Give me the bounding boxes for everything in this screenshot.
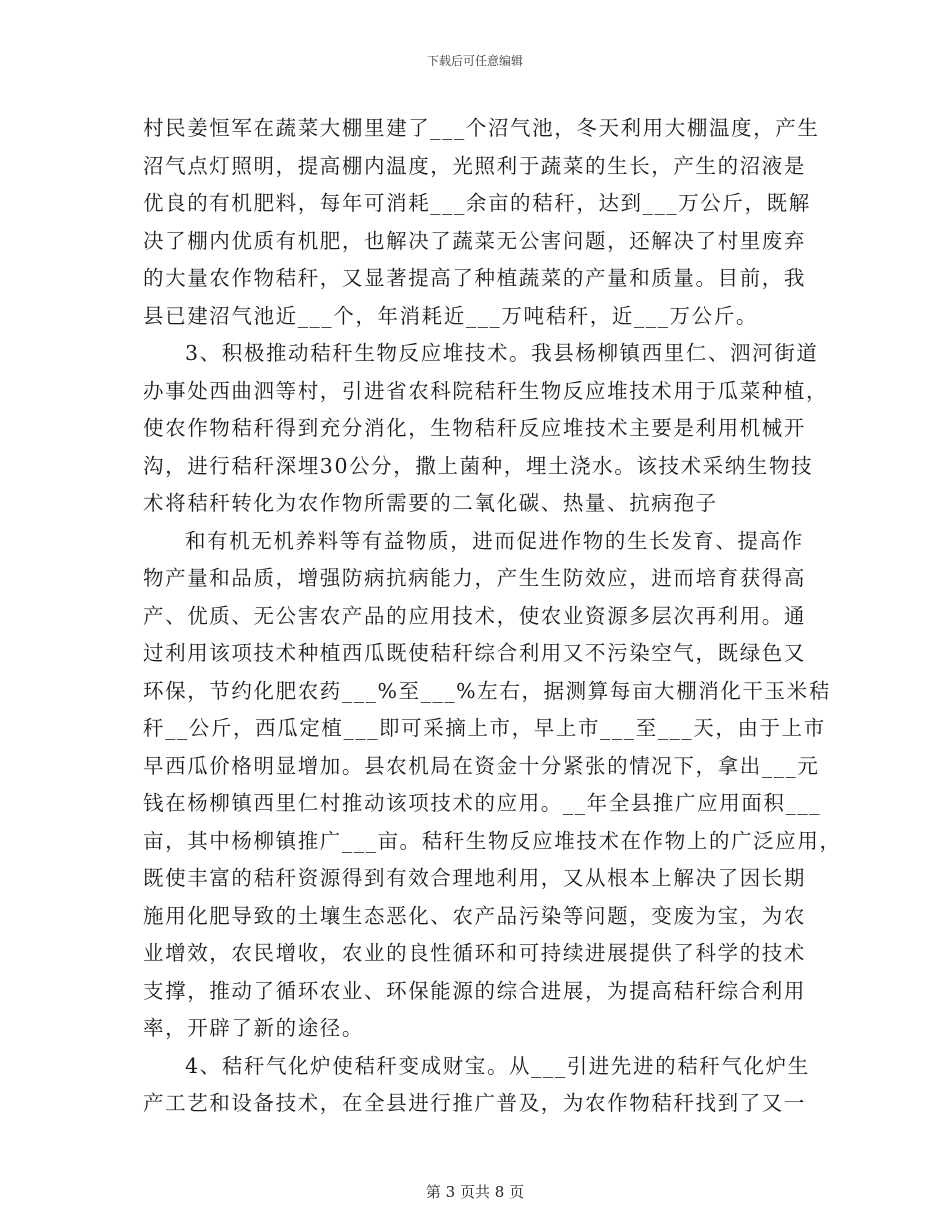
body-line: 产、优质、无公害农产品的应用技术，使农业资源多层次再利用。通 bbox=[143, 603, 806, 628]
body-line: 钱在杨柳镇西里仁村推动该项技术的应用。__年全县推广应用面积___ bbox=[143, 791, 822, 815]
body-line: 办事处西曲泗等村，引进省农科院秸秆生物反应堆技术用于瓜菜种植， bbox=[143, 378, 829, 403]
body-line: 决了棚内优质有机肥，也解决了蔬菜无公害问题，还解决了村里废弃 bbox=[143, 228, 806, 253]
body-line: 村民姜恒军在蔬菜大棚里建了___个沼气池，冬天利用大棚温度，产生 bbox=[143, 116, 820, 140]
body-line: 使农作物秸秆得到充分消化，生物秸秆反应堆技术主要是利用机械开 bbox=[143, 416, 806, 440]
page-number: 第 3 页共 8 页 bbox=[425, 1183, 525, 1201]
body-line: 秆__公斤，西瓜定植___即可采摘上市，早上市___至___天，由于上市 bbox=[143, 716, 826, 740]
body-line: 支撑，推动了循环农业、环保能源的综合进展，为提高秸秆综合利用 bbox=[143, 978, 806, 1003]
body-line: 和有机无机养料等有益物质，进而促进作物的生长发育、提高作 bbox=[185, 528, 804, 553]
body-line: 的大量农作物秸秆，又显著提高了种植蔬菜的产量和质量。目前，我 bbox=[143, 266, 806, 290]
body-line: 4、秸秆气化炉使秸秆变成财宝。从___引进先进的秸秆气化炉生 bbox=[185, 1053, 810, 1078]
body-line: 县已建沼气池近___个，年消耗近___万吨秸秆，近___万公斤。 bbox=[143, 303, 758, 328]
body-line: 过利用该项技术种植西瓜既使秸秆综合利用又不污染空气，既绿色又 bbox=[143, 641, 806, 665]
body-line: 业增效，农民增收，农业的良性循环和可持续进展提供了科学的技术 bbox=[143, 941, 806, 965]
body-line: 率，开辟了新的途径。 bbox=[143, 1016, 364, 1040]
body-line: 优良的有机肥料，每年可消耗___余亩的秸秆，达到___万公斤，既解 bbox=[143, 191, 811, 215]
body-line: 3、积极推动秸秆生物反应堆技术。我县杨柳镇西里仁、泗河街道 bbox=[185, 341, 819, 365]
body-line: 早西瓜价格明显增加。县农机局在资金十分紧张的情况下，拿出___元 bbox=[143, 753, 820, 778]
body-line: 沼气点灯照明，提高棚内温度，光照利于蔬菜的生长，产生的沼液是 bbox=[143, 153, 806, 178]
body-line: 沟，进行秸秆深埋30公分，撒上菌种，埋土浇水。该技术采纳生物技 bbox=[143, 453, 814, 478]
body-line: 环保，节约化肥农药___%至___%左右，据测算每亩大棚消化干玉米秸 bbox=[143, 678, 831, 703]
body-line: 产工艺和设备技术，在全县进行推广普及，为农作物秸秆找到了又一 bbox=[143, 1091, 806, 1115]
body-line: 亩，其中杨柳镇推广___亩。秸秆生物反应堆技术在作物上的广泛应用， bbox=[143, 828, 842, 853]
body-line: 既使丰富的秸秆资源得到有效合理地利用，又从根本上解决了因长期 bbox=[143, 866, 806, 890]
document-body bbox=[143, 110, 842, 1123]
body-line: 物产量和品质，增强防病抗病能力，产生生防效应，进而培育获得高 bbox=[143, 566, 806, 590]
page-header: 下载后可任意编辑 bbox=[426, 54, 523, 68]
body-line: 术将秸秆转化为农作物所需要的二氧化碳、热量、抗病孢子 bbox=[143, 491, 718, 515]
body-line: 施用化肥导致的土壤生态恶化、农产品污染等问题，变废为宝，为农 bbox=[143, 903, 806, 928]
